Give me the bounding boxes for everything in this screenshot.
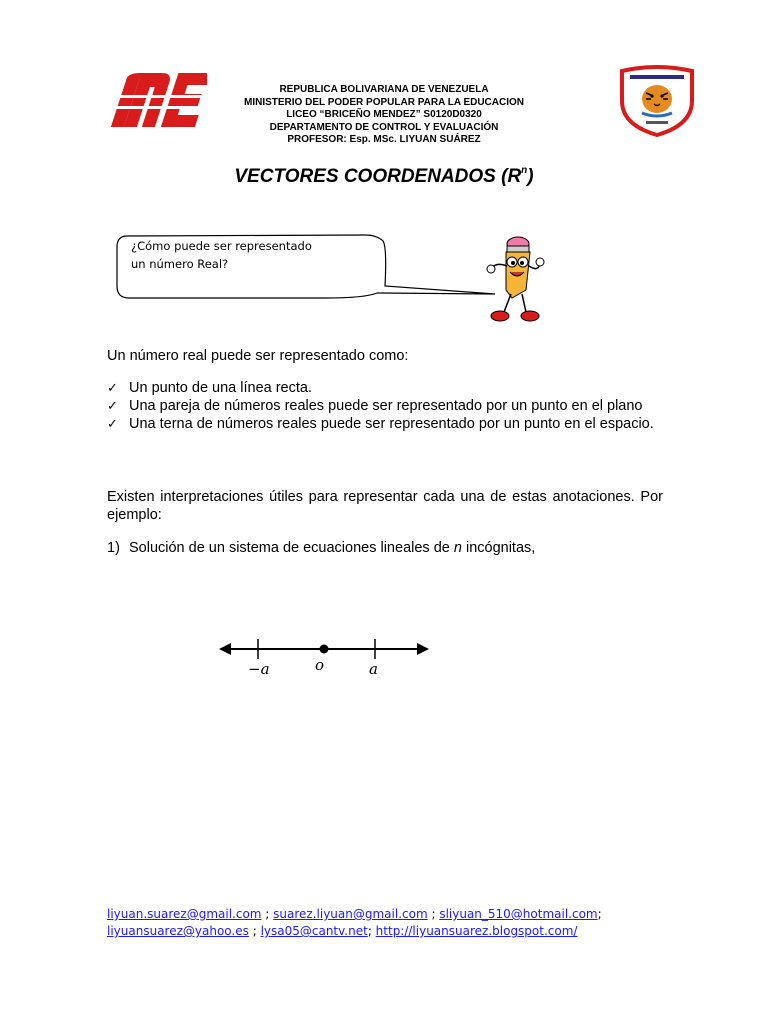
email-link[interactable]: suarez.liyuan@gmail.com xyxy=(273,907,428,921)
number-line-diagram xyxy=(215,632,435,682)
intro-text: Un número real puede ser representado como: xyxy=(107,348,409,364)
list-item-text: Un punto de una línea recta. xyxy=(129,380,312,396)
check-icon: ✓ xyxy=(107,380,118,395)
footer-line-2: liyuansuarez@yahoo.es ; lysa05@cantv.net; http://liyuansuarez.blogspot.com/ xyxy=(107,924,578,938)
footer-contacts xyxy=(107,906,667,940)
paragraph-text: Existen interpretaciones útiles para representar cada una de estas anotaciones. Por ejemplo: xyxy=(107,489,663,523)
list-item-text: Una terna de números reales puede ser representado por un punto en el espacio. xyxy=(129,416,654,432)
email-link[interactable]: liyuansuarez@yahoo.es xyxy=(107,924,249,938)
right-arrow-icon xyxy=(417,643,429,655)
title-suffix: ) xyxy=(527,166,534,187)
list-item xyxy=(107,379,663,397)
email-link[interactable]: sliyuan_510@hotmail.com xyxy=(439,907,598,921)
origin-point xyxy=(320,645,329,654)
bubble-line-1: ¿Cómo puede ser representado xyxy=(131,239,312,253)
email-link[interactable]: lysa05@cantv.net xyxy=(260,924,368,938)
header-line-1: REPUBLICA BOLIVARIANA DE VENEZUELA xyxy=(279,84,489,95)
title-main: VECTORES COORDENADOS (R xyxy=(234,166,522,187)
header-line-4: DEPARTAMENTO DE CONTROL Y EVALUACIÓN xyxy=(269,121,499,133)
item-text-after: incógnitas, xyxy=(461,540,536,556)
blog-link[interactable]: http://liyuansuarez.blogspot.com/ xyxy=(375,924,578,938)
item-text-italic: n xyxy=(453,540,462,556)
numbered-item xyxy=(107,539,663,557)
school-shield-logo xyxy=(616,65,698,137)
check-icon: ✓ xyxy=(107,416,118,431)
list-item xyxy=(107,415,663,433)
school-logo-text: LICEO BRICEÑO MENDEZ xyxy=(616,65,629,66)
item-text-before: Solución de un sistema de ecuaciones lineales de xyxy=(129,540,454,556)
ministry-logo-text: ME xyxy=(107,65,109,66)
header-line-5: PROFESOR: Esp. MSc. LIYUAN SUÁREZ xyxy=(287,134,481,145)
header-block xyxy=(200,84,568,147)
check-icon: ✓ xyxy=(107,398,118,413)
ministry-logo xyxy=(107,65,207,137)
left-arrow-icon xyxy=(219,643,231,655)
item-number: 1) xyxy=(107,540,120,556)
bubble-line-2: un número Real? xyxy=(131,257,229,271)
check-list xyxy=(107,379,663,433)
label-pos: a xyxy=(369,660,378,678)
header-line-3: LICEO “BRICEÑO MENDEZ” S0120D0320 xyxy=(286,109,482,120)
bubble-text xyxy=(131,237,361,273)
list-item xyxy=(107,397,663,415)
label-zero: o xyxy=(315,656,325,674)
footer-line-1: liyuan.suarez@gmail.com ; suarez.liyuan@gmail.com ; sliyuan_510@hotmail.com; xyxy=(107,907,602,921)
document-title xyxy=(0,165,768,188)
title-superscript: n xyxy=(521,165,528,176)
email-link[interactable]: liyuan.suarez@gmail.com xyxy=(107,907,262,921)
label-neg: −a xyxy=(248,660,270,678)
list-item-text: Una pareja de números reales puede ser representado por un punto en el plano xyxy=(129,398,643,414)
header-line-2: MINISTERIO DEL PODER POPULAR PARA LA EDUCACION xyxy=(243,96,524,108)
pencil-mascot-illustration xyxy=(478,232,548,327)
